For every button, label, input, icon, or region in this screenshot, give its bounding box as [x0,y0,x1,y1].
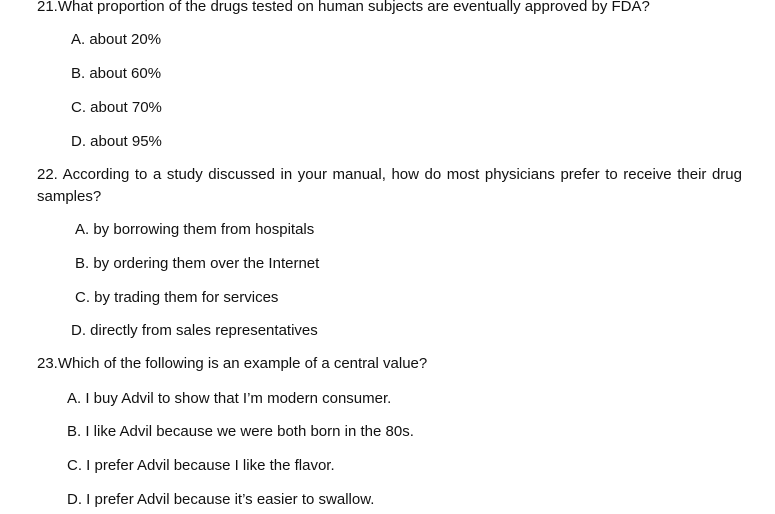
option-c: C. I prefer Advil because I like the flavor. [67,457,335,474]
option-a: A. by borrowing them from hospitals [75,221,315,238]
option-c: C. by trading them for services [75,289,279,306]
question-text: 23.Which of the following is an example of a central value? [37,355,428,372]
option-b: B. about 60% [71,65,162,82]
question-text: 21.What proportion of the drugs tested on human subjects are eventually approved by FDA? [37,0,650,15]
option-d: D. I prefer Advil because it’s easier to swallow. [67,491,375,508]
option-a: A. about 20% [71,31,162,48]
option-d: D. about 95% [71,133,162,150]
option-a: A. I buy Advil to show that I’m modern consumer. [67,390,392,407]
option-c: C. about 70% [71,99,162,116]
question-text: 22. According to a study discussed in your manual, how do most physicians prefer to receive their drug samples? [37,166,742,205]
option-d: D. directly from sales representatives [71,322,318,339]
option-b: B. I like Advil because we were both born in the 80s. [67,423,414,440]
option-b: B. by ordering them over the Internet [75,255,320,272]
